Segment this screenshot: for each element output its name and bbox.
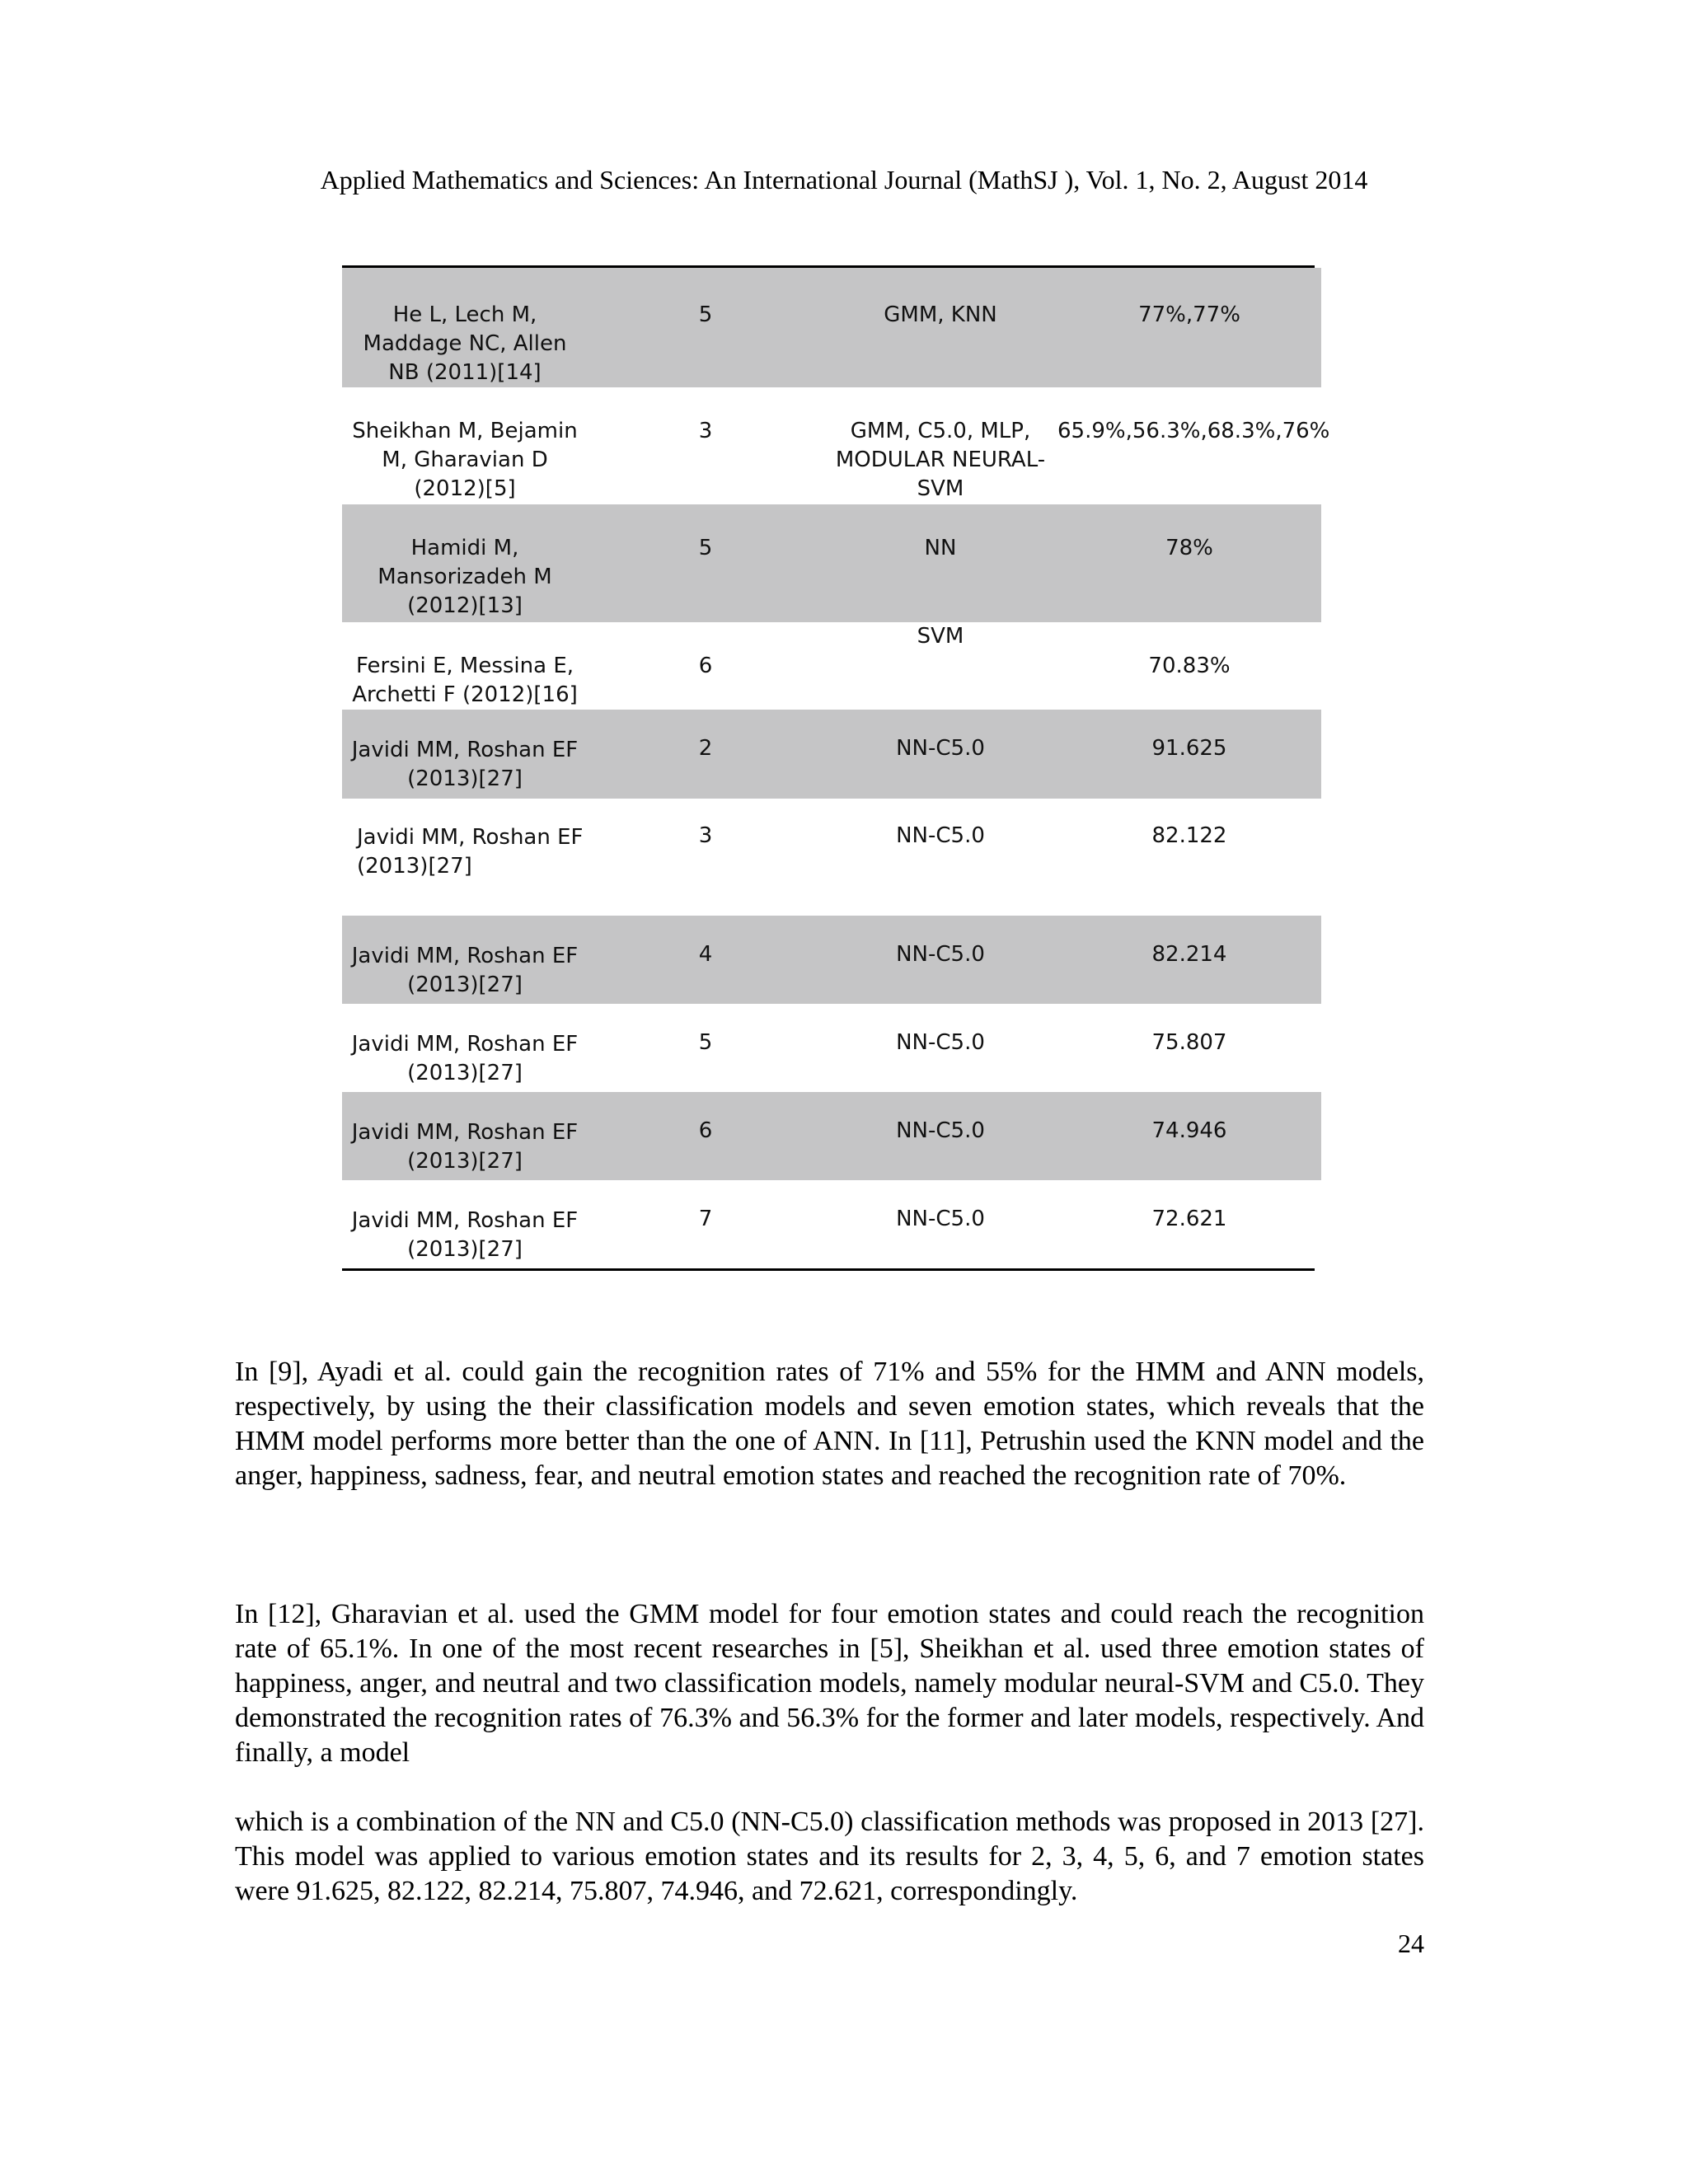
rate-cell: 65.9%,56.3%,68.3%,76% [1057,419,1330,443]
rate-cell: 72.621 [1151,1207,1227,1231]
emotions-cell: 3 [698,823,713,848]
table-row [342,622,1321,710]
rate-cell: 77%,77% [1057,268,1321,387]
table-bottom-rule [342,1268,1315,1271]
author-cell: He L, Lech M, Maddage NC, Allen NB (2011)[14] [342,268,588,387]
method-cell: NN-C5.0 [896,823,985,848]
emotions-cell: 5 [588,268,823,387]
method-cell: NN-C5.0 [823,710,1057,799]
emotions-cell: 7 [698,1207,713,1231]
method-cell: GMM, C5.0, MLP, MODULAR NEURAL-SVM [835,419,1046,501]
author-cell: Javidi MM, Roshan EF (2013)[27] [351,1032,579,1085]
author-cell: Javidi MM, Roshan EF (2013)[27] [357,825,584,879]
method-cell: NN-C5.0 [823,1092,1057,1180]
table-row [342,799,1321,916]
author-cell: Hamidi M, Mansorizadeh M (2012)[13] [342,504,588,622]
table-row [342,504,1321,622]
rate-cell: 70.83% [1148,654,1231,678]
emotions-cell: 5 [698,1030,713,1055]
emotions-cell: 6 [588,1092,823,1180]
emotions-cell: 5 [588,504,823,622]
emotions-cell: 3 [698,419,713,443]
results-table-grid [342,268,1330,1268]
rate-cell: 74.946 [1057,1092,1321,1180]
paragraph-gharavian: In [12], Gharavian et al. used the GMM model for four emotion states and could reach the recognition rate of 65.1%. In one of the most recent researches in [5], Sheikhan et al. used three emotion states of happiness, anger, and neutral and two classification models, namely modular neural-SVM and C5.0. They demonstrated the recognition rates of 76.3% and 56.3% for the former and later models, respectively. And finally, a model [235,1599,1424,1768]
method-cell: NN-C5.0 [896,1207,985,1231]
method-cell: NN [823,504,1057,622]
author-cell: Javidi MM, Roshan EF (2013)[27] [342,1092,588,1180]
rate-cell: 82.122 [1151,823,1227,848]
page-number: 24 [1398,1929,1424,1958]
author-cell: Javidi MM, Roshan EF (2013)[27] [342,710,588,799]
method-cell: GMM, KNN [823,268,1057,387]
table-row [342,1004,1321,1092]
emotions-cell: 6 [698,654,713,678]
table-row [342,710,1321,799]
method-cell: NN-C5.0 [823,916,1057,1004]
method-cell: SVM [917,624,964,649]
table-row [342,1092,1321,1180]
table-row [342,1180,1321,1268]
author-cell: Javidi MM, Roshan EF (2013)[27] [351,1208,579,1262]
paragraph-nn-c50: which is a combination of the NN and C5.0 (NN-C5.0) classification methods was proposed in 2013 [27]. This model was applied to various emotion states and its results for 2, 3, 4, 5, 6, and 7 emotion states were 91.625, 82.122, 82.214, 75.807, 74.946, and 72.621, correspondingly. [235,1807,1424,1906]
emotions-cell: 2 [588,710,823,799]
running-header: Applied Mathematics and Sciences: An International Journal (MathSJ ), Vol. 1, No. 2, August 2014 [320,165,1368,194]
author-cell: Sheikhan M, Bejamin M, Gharavian D (2012)[5] [352,419,578,501]
author-cell: Javidi MM, Roshan EF (2013)[27] [342,916,588,1004]
author-cell: Fersini E, Messina E, Archetti F (2012)[16] [352,654,578,707]
results-table [342,265,1330,1271]
table-row [342,916,1321,1004]
emotions-cell: 4 [588,916,823,1004]
table-row [342,268,1321,387]
rate-cell: 75.807 [1151,1030,1227,1055]
paragraph-ayadi: In [9], Ayadi et al. could gain the recognition rates of 71% and 55% for the HMM and ANN models, respectively, by using the their classification models and seven emotion states, which reveals that the HMM model performs more better than the one of ANN. In [11], Petrushin used the KNN model and the anger, happiness, sadness, fear, and neutral emotion states and reached the recognition rate of 70%. [235,1357,1424,1491]
table-row [342,387,1321,504]
rate-cell: 91.625 [1057,710,1321,799]
rate-cell: 78% [1057,504,1321,622]
rate-cell: 82.214 [1057,916,1321,1004]
method-cell: NN-C5.0 [896,1030,985,1055]
